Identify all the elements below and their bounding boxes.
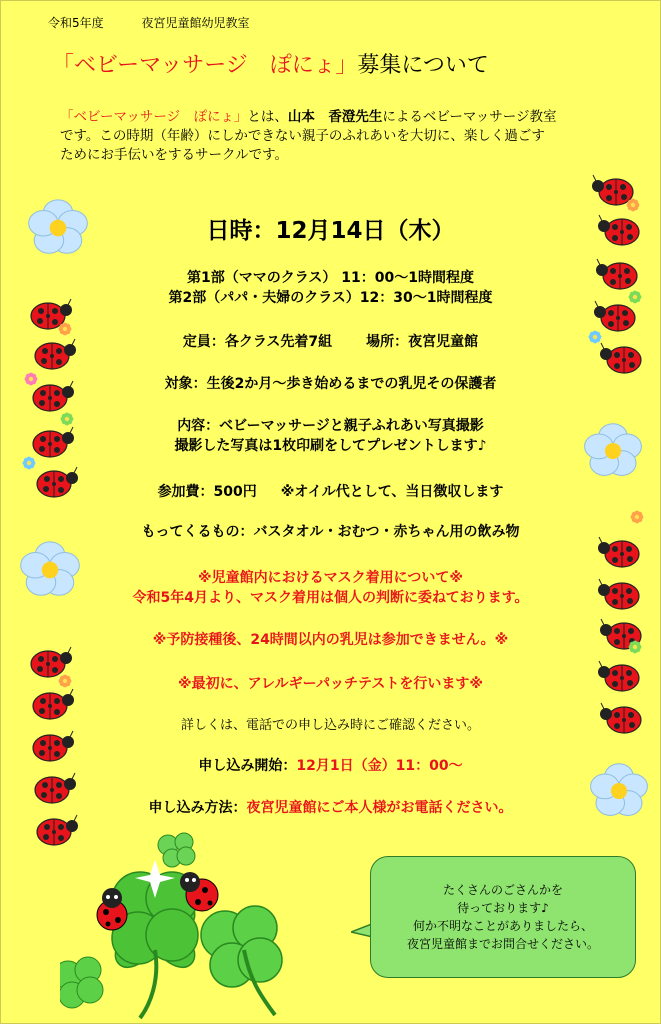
intro-line2: です。この時期（年齢）にしかできない親子のふれあいを大切に、楽しく過ごす (60, 128, 545, 144)
content-2: 撮影した写真は1枚印刷をしてプレゼントします♪ (174, 438, 487, 454)
ladybug-icon (598, 658, 642, 694)
ladybug-icon (30, 728, 74, 764)
allergy-notice: ※最初に、アレルギーパッチテストを行います※ (177, 676, 484, 692)
blossom-icon (24, 372, 38, 386)
intro-name: 「ベビーマッサージ ぽにょ」 (60, 109, 248, 125)
ladybug-icon (598, 576, 642, 612)
content-1: 内容：ベビーマッサージと親子ふれあい写真撮影 (177, 418, 484, 434)
bubble-line-1: たくさんのごさんかを (442, 883, 563, 897)
fee-amount: 参加費：500円 (157, 484, 257, 500)
ladybug-icon (32, 770, 76, 806)
blossom-icon (22, 456, 36, 470)
flower-icon (588, 760, 650, 822)
mask-notice-title: ※児童館内におけるマスク着用について※ (198, 570, 463, 586)
flower-icon (18, 538, 82, 602)
application-method (0, 798, 661, 818)
title-suffix: 募集について (357, 53, 489, 78)
bring-items: もってくるもの：バスタオル・おむつ・赤ちゃん用の飲み物 (141, 524, 520, 540)
intro-line3: ためにお手伝いをするサークルです。 (60, 147, 289, 163)
blossom-icon (58, 322, 72, 336)
header-org: 夜宮児童館幼児教室 (141, 16, 250, 30)
details-note: 詳しくは、電話での申し込み時にご確認ください。 (180, 718, 480, 733)
bubble-line-3: 何か不明なことがありましたら、 (412, 919, 593, 933)
session-2: 第2部（パパ・夫婦のクラス）12：30～1時間程度 (168, 290, 493, 306)
mask-notice-body: 令和5年4月より、マスク着用は個人の判断に委ねております。 (132, 590, 529, 606)
blossom-icon (58, 674, 72, 688)
fee (0, 482, 661, 502)
title-name: 「ベビーマッサージ ぽにょ」 (52, 53, 358, 78)
application-start (0, 756, 661, 776)
blossom-icon (628, 290, 642, 304)
flower-icon (26, 196, 90, 260)
application-start-value: 12月1日（金）11：00～ (296, 758, 463, 774)
ladybug-icon (600, 700, 644, 736)
speech-bubble (370, 856, 636, 978)
ladybug-icon (30, 424, 74, 460)
intro-teacher: 山本 香澄先生 (287, 109, 383, 125)
ladybug-icon (32, 336, 76, 372)
flower-icon (582, 420, 644, 482)
application-method-value: 夜宮児童館にご本人様がお電話ください。 (246, 800, 513, 816)
bubble-line-4: 夜宮児童館までお問合せください。 (406, 937, 599, 951)
capacity-place (0, 332, 661, 352)
application-start-label: 申し込み開始： (198, 758, 297, 774)
clover-illustration (60, 820, 310, 1020)
page-title (52, 48, 489, 79)
intro-text2: によるベビーマッサージ教室 (382, 109, 557, 125)
intro-paragraph (60, 108, 620, 165)
blossom-icon (628, 640, 642, 654)
ladybug-icon (598, 212, 642, 248)
ladybug-icon (598, 534, 642, 570)
ladybug-icon (34, 464, 78, 500)
blossom-icon (60, 412, 74, 426)
fee-note: ※オイル代として、当日徴収します (280, 484, 504, 500)
application-method-label: 申し込み方法： (148, 800, 247, 816)
ladybug-icon (596, 256, 640, 292)
bubble-line-2: 待っております♪ (457, 901, 549, 915)
place: 場所：夜宮児童館 (366, 334, 479, 350)
capacity: 定員：各クラス先着7組 (182, 334, 333, 350)
header (48, 14, 249, 31)
blossom-icon (626, 198, 640, 212)
vaccine-notice: ※予防接種後、24時間以内の乳児は参加できません。※ (152, 632, 509, 648)
blossom-icon (588, 330, 602, 344)
header-year: 令和5年度 (48, 16, 104, 30)
session-1: 第1部（ママのクラス） 11：00～1時間程度 (187, 270, 474, 286)
blossom-icon (630, 510, 644, 524)
ladybug-icon (30, 686, 74, 722)
target: 対象：生後2か月～歩き始めるまでの乳児その保護者 (164, 376, 497, 392)
intro-text1: とは、 (247, 109, 288, 125)
ladybug-icon (600, 340, 644, 376)
event-date: 日時：12月14日（木） (206, 218, 455, 244)
